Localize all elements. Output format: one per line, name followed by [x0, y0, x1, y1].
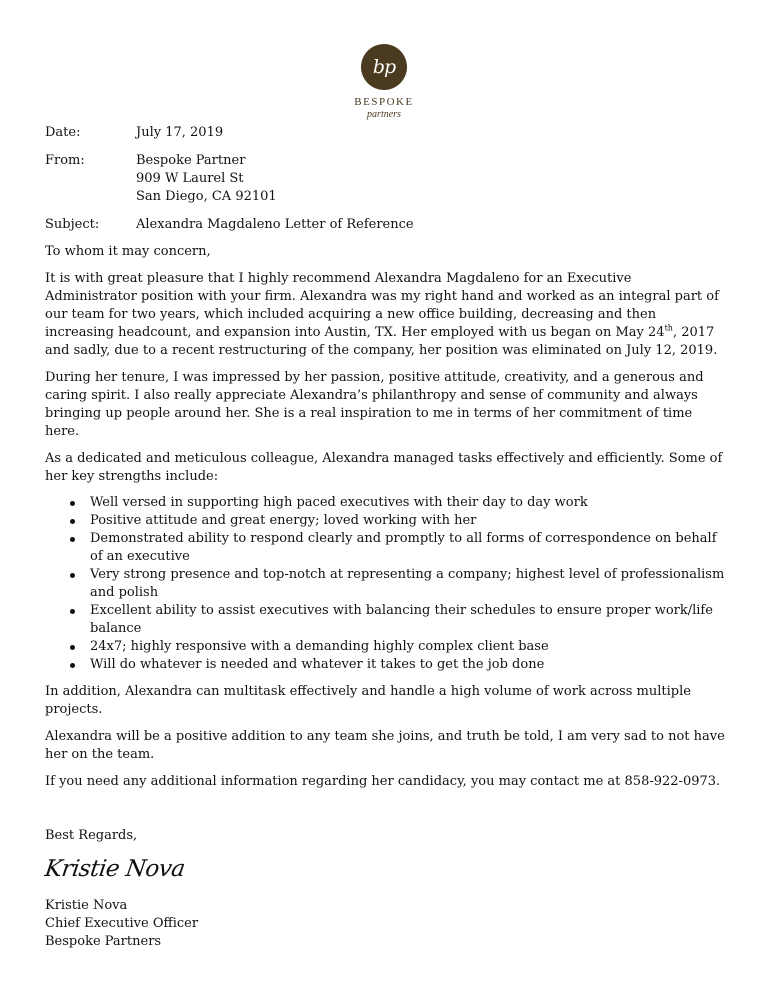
- strengths-list: [45, 494, 725, 674]
- paragraph-addition: Alexandra will be a positive addition to any team she joins, and truth be told, I am very sad to not have her on the team.: [45, 729, 725, 762]
- date-label: Date:: [45, 125, 81, 140]
- subject-value: Alexandra Magdaleno Letter of Reference: [136, 217, 414, 232]
- valediction: Best Regards,: [45, 828, 138, 843]
- list-item: Positive attitude and great energy; loved working with her: [90, 512, 725, 530]
- date-value: July 17, 2019: [136, 125, 224, 140]
- list-item: Very strong presence and top-notch at representing a company; highest level of professionalism and polish: [90, 567, 725, 600]
- paragraph-tenure: During her tenure, I was impressed by her passion, positive attitude, creativity, and a generous and caring spirit. I also really appreciate Alexandra’s philanthropy and sense of community and always bringing up people around her. She is a real inspiration to me in terms of her commitment of time here.: [45, 370, 704, 439]
- company-logo: [349, 44, 419, 120]
- paragraph-intro: [45, 270, 725, 360]
- paragraph-contact: If you need any additional information regarding her candidacy, you may contact me at 858-922-0973.: [45, 774, 721, 789]
- subject-row: [45, 216, 725, 234]
- ordinal-suffix: th: [664, 323, 673, 333]
- from-line: 909 W Laurel St: [136, 171, 244, 186]
- signature-block: [45, 897, 725, 951]
- signer-name: Kristie Nova: [45, 898, 128, 913]
- list-item: Well versed in supporting high paced executives with their day to day work: [90, 494, 725, 512]
- from-label: From:: [45, 153, 85, 168]
- date-row: [45, 124, 725, 142]
- logo-monogram: bp: [361, 44, 407, 90]
- list-item: Demonstrated ability to respond clearly and promptly to all forms of correspondence on behalf of an executive: [90, 530, 725, 566]
- handwritten-signature: Kristie Nova: [43, 856, 187, 882]
- logo-company-name: BESPOKE: [354, 96, 414, 108]
- from-address: [136, 152, 725, 206]
- list-item: Excellent ability to assist executives with balancing their schedules to ensure proper work/life balance: [90, 602, 725, 638]
- salutation: To whom it may concern,: [45, 244, 211, 259]
- paragraph-multitask: In addition, Alexandra can multitask effectively and handle a high volume of work across multiple projects.: [45, 684, 691, 717]
- letter-body: [45, 124, 725, 951]
- list-item: 24x7; highly responsive with a demanding highly complex client base: [90, 638, 725, 656]
- subject-label: Subject:: [45, 217, 100, 232]
- from-row: [45, 152, 725, 206]
- paragraph-intro-part2: , 2017 and sadly, due to a recent restructuring of the company, her position was eliminated on July 12, 2019.: [45, 325, 718, 358]
- from-line: Bespoke Partner: [136, 153, 246, 168]
- paragraph-intro-part1: It is with great pleasure that I highly recommend Alexandra Magdaleno for an Executive Administrator position with your firm. Alexandra was my right hand and worked as an integral part of our team for two years, which included acquiring a new office building, decreasing and then increasing headcount, and expansion into Austin, TX. Her employed with us began on May 24: [45, 271, 719, 340]
- logo-tagline: partners: [367, 109, 401, 120]
- signer-title: Chief Executive Officer: [45, 916, 199, 931]
- list-item: Will do whatever is needed and whatever it takes to get the job done: [90, 656, 725, 674]
- paragraph-strengths-intro: As a dedicated and meticulous colleague, Alexandra managed tasks effectively and efficiently. Some of her key strengths include:: [45, 451, 723, 484]
- signer-company: Bespoke Partners: [45, 934, 162, 949]
- from-line: San Diego, CA 92101: [136, 189, 277, 204]
